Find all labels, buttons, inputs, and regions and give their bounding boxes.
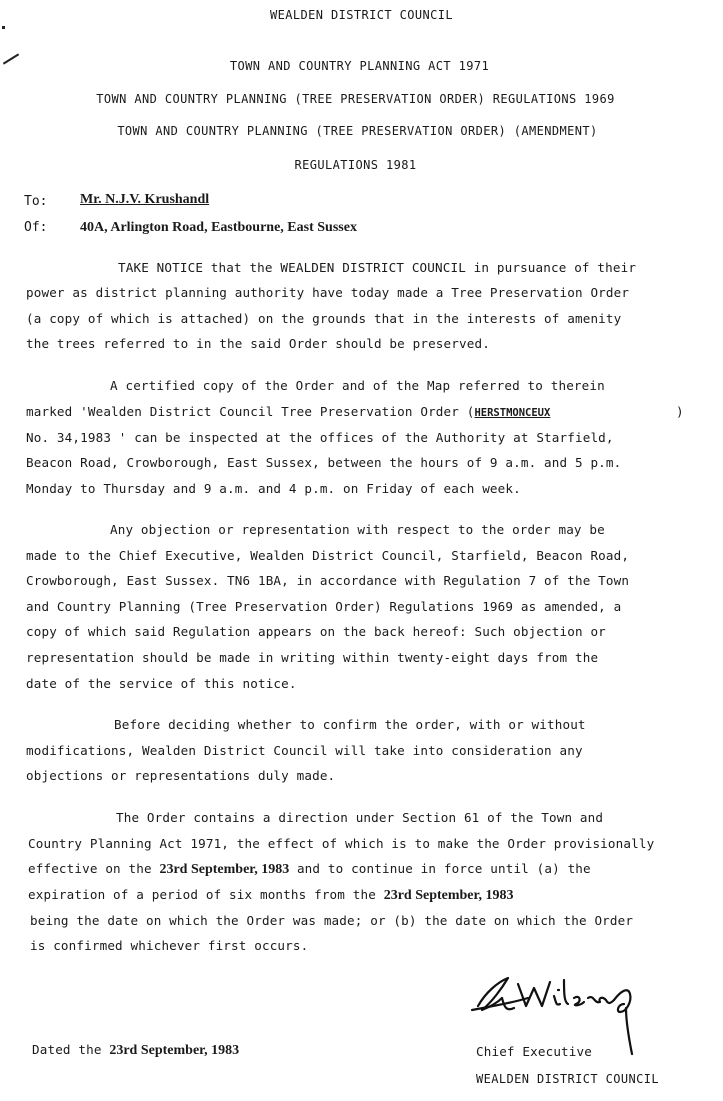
deciding-line: Before deciding whether to confirm the order, with or without xyxy=(114,717,586,732)
objection-line: and Country Planning (Tree Preservation Order) Regulations 1969 as amended, a xyxy=(26,599,622,614)
direction-expiration-text: expiration of a period of six months from the xyxy=(28,887,376,902)
deciding-line: objections or representations duly made. xyxy=(26,768,336,783)
dated-label: Dated the xyxy=(32,1042,102,1057)
act-heading: TOWN AND COUNTRY PLANNING ACT 1971 xyxy=(229,59,490,73)
amendment-heading: TOWN AND COUNTRY PLANNING (TREE PRESERVATION ORDER) (AMENDMENT) xyxy=(117,124,598,138)
copy-line: A certified copy of the Order and of the Map referred to therein xyxy=(110,378,605,393)
signatory-title: Chief Executive xyxy=(476,1044,592,1059)
notice-line: (a copy of which is attached) on the grounds that in the interests of amenity xyxy=(26,311,622,326)
notice-line: power as district planning authority have today made a Tree Preservation Order xyxy=(26,285,630,300)
copy-line: Beacon Road, Crowborough, East Sussex, between the hours of 9 a.m. and 5 p.m. xyxy=(26,455,622,470)
deciding-line: modifications, Wealden District Council will take into consideration any xyxy=(26,743,583,758)
objection-line: date of the service of this notice. xyxy=(26,676,297,691)
copy-line xyxy=(26,404,550,421)
direction-continue-text: and to continue in force until (a) the xyxy=(296,861,591,876)
to-label: To: xyxy=(24,194,48,209)
council-heading: WEALDEN DISTRICT COUNCIL xyxy=(270,8,453,22)
addressee-name: Mr. N.J.V. Krushandl xyxy=(80,192,210,207)
direction-line: Country Planning Act 1971, the effect of which is to make the Order provisionally xyxy=(28,836,655,851)
scan-mark xyxy=(2,26,5,29)
direction-effective-text: effective on the xyxy=(28,861,152,876)
objection-line: copy of which said Regulation appears on the back hereof: Such objection or xyxy=(26,624,606,639)
notice-line: TAKE NOTICE that the WEALDEN DISTRICT COUNCIL in pursuance of their xyxy=(118,260,637,275)
copy-line: Monday to Thursday and 9 a.m. and 4 p.m. on Friday of each week. xyxy=(26,481,521,496)
direction-line xyxy=(28,887,513,904)
objection-line: Any objection or representation with respect to the order may be xyxy=(110,522,605,537)
regulations-1969-heading: TOWN AND COUNTRY PLANNING (TREE PRESERVATION ORDER) REGULATIONS 1969 xyxy=(96,92,615,106)
direction-line: being the date on which the Order was made; or (b) the date on which the Order xyxy=(30,913,634,928)
direction-line xyxy=(28,861,591,878)
addressee-address: 40A, Arlington Road, Eastbourne, East Sussex xyxy=(80,220,357,235)
dated-value: 23rd September, 1983 xyxy=(109,1043,240,1058)
objection-line: made to the Chief Executive, Wealden District Council, Starfield, Beacon Road, xyxy=(26,548,630,563)
copy-close-paren: ) xyxy=(676,404,684,419)
signatory-organisation: WEALDEN DISTRICT COUNCIL xyxy=(476,1072,659,1086)
of-label: Of: xyxy=(24,220,48,235)
copy-line-start: marked 'Wealden District Council Tree Preservation Order ( xyxy=(26,404,475,419)
dated-line xyxy=(32,1042,239,1059)
copy-line: No. 34,1983 ' can be inspected at the offices of the Authority at Starfield, xyxy=(26,430,614,445)
direction-line: The Order contains a direction under Section 61 of the Town and xyxy=(116,810,604,825)
notice-line: the trees referred to in the said Order should be preserved. xyxy=(26,336,490,351)
order-made-date: 23rd September, 1983 xyxy=(383,888,514,903)
effective-date: 23rd September, 1983 xyxy=(159,862,290,877)
direction-line: is confirmed whichever first occurs. xyxy=(30,938,309,953)
order-place-name: HERSTMONCEUX xyxy=(474,407,551,419)
objection-line: representation should be made in writing within twenty-eight days from the xyxy=(26,650,599,665)
regulations-1981-heading: REGULATIONS 1981 xyxy=(294,158,417,172)
objection-line: Crowborough, East Sussex. TN6 1BA, in accordance with Regulation 7 of the Town xyxy=(26,573,630,588)
